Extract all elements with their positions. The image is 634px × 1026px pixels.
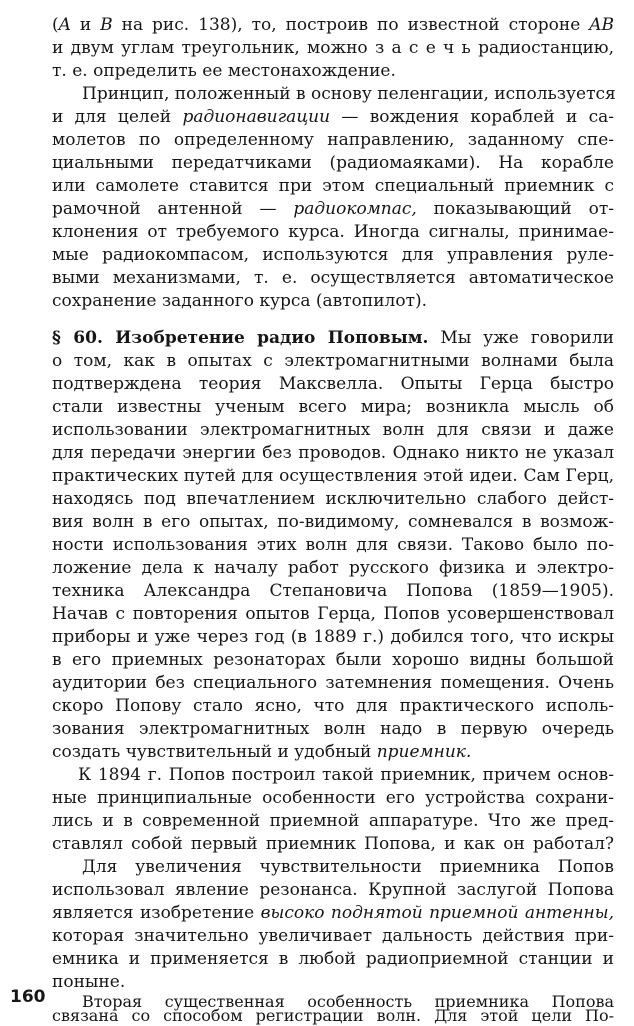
page-number: 160	[10, 987, 46, 1007]
paragraph-2-line-8: мые радиокомпасом, используются для управления руле-	[52, 245, 614, 265]
section-60-line-7: практических путей для осуществления этой идеи. Сам Герц,	[52, 466, 614, 486]
section-60-line-15: в его приемных резонаторах были хорошо видны большой	[52, 650, 614, 670]
paragraph-4-line-1: К 1894 г. Попов построил такой приемник, причем основ-	[78, 765, 614, 785]
paragraph-4-line-2: ные принципиальные особенности его устройства сохрани-	[52, 788, 614, 808]
paragraph-5-line-3: является изобретение высоко поднятой приемной антенны,	[52, 903, 614, 923]
paragraph-2-line-2: и для целей радионавигации — вождения кораблей и са-	[52, 107, 615, 127]
paragraph-6-line-2: связана со способом регистрации волн. Для этой цели По-	[52, 1006, 614, 1025]
section-60-line-6: для передачи энергии без проводов. Однако никто не указал	[52, 443, 614, 463]
section-60-line-4: стали известны ученым всего мира; возникла мысль об	[52, 397, 614, 417]
paragraph-2-line-7: клонения от требуемого курса. Иногда сигналы, принимае-	[52, 222, 614, 242]
section-60-line-3: подтверждена теория Максвелла. Опыты Герца быстро	[52, 374, 614, 394]
section-60-line-11: ложение дела к началу работ русского физика и электро-	[52, 558, 614, 578]
section-60-line-2: о том, как в опытах с электромагнитными волнами была	[52, 351, 614, 371]
section-60-line-19: создать чувствительный и удобный приемник.	[52, 742, 472, 762]
section-60-line-12: техника Александра Степановича Попова (1859—1905).	[52, 581, 614, 601]
section-60-line-16: аудитории без специального затемнения помещения. Очень	[52, 673, 614, 693]
paragraph-2-line-10: сохранение заданного курса (автопилот).	[52, 291, 428, 311]
paragraph-2-line-5: или самолете ставится при этом специальный приемник с	[52, 176, 614, 196]
paragraph-2-line-1: Принцип, положенный в основу пеленгации, используется	[82, 84, 616, 104]
section-60-line-9: вия волн в его опытах, по-видимому, сомневался в возмож-	[52, 512, 614, 532]
paragraph-2-line-4: циальными передатчиками (радиомаяками). На корабле	[52, 153, 614, 173]
paragraph-5-line-5: емника и применяется в любой радиоприемной станции и	[52, 949, 614, 969]
paragraph-2-line-9: выми механизмами, т. е. осуществляется автоматическое	[52, 268, 614, 288]
section-60-line-5: использовании электромагнитных волн для связи и даже	[52, 420, 614, 440]
paragraph-1-line-1: (A и B на рис. 138), то, построив по известной стороне AB	[52, 15, 614, 35]
paragraph-4-line-4: ставлял собой первый приемник Попова, и как он работал?	[52, 834, 614, 854]
paragraph-2-line-3: молетов по определенному направлению, заданному спе-	[52, 130, 614, 150]
paragraph-1-line-3: т. е. определить ее местонахождение.	[52, 61, 396, 81]
paragraph-5-line-2: использовал явление резонанса. Крупной заслугой Попова	[52, 880, 614, 900]
section-60-line-17: скоро Попову стало ясно, что для практического исполь-	[52, 696, 614, 716]
section-60-line-8: находясь под впечатлением исключительно слабого дейст-	[52, 489, 614, 509]
paragraph-5-line-1: Для увеличения чувствительности приемника Попов	[82, 857, 614, 877]
section-60-line-10: ности использования этих волн для связи. Таково было по-	[52, 535, 614, 555]
section-heading: § 60. Изобретение радио Поповым.	[52, 328, 429, 348]
paragraph-4-line-3: лись и в современной приемной аппаратуре. Что же пред-	[52, 811, 614, 831]
paragraph-1-line-2: и двум углам треугольник, можно з а с е ч ь радиостанцию,	[52, 38, 614, 58]
paragraph-5-line-4: которая значительно увеличивает дальность действия при-	[52, 926, 614, 946]
paragraph-5-line-6: поныне.	[52, 972, 126, 992]
section-60-line-1: § 60. Изобретение радио Поповым. Мы уже говорили	[52, 328, 614, 348]
paragraph-2-line-6: рамочной антенной — радиокомпас, показывающий от-	[52, 199, 615, 219]
paragraph-6-line-1: Вторая существенная особенность приемника Попова	[82, 992, 614, 1011]
section-60-line-18: зования электромагнитных волн надо в первую очередь	[52, 719, 614, 739]
section-60-line-14: приборы и уже через год (в 1889 г.) добился того, что искры	[52, 627, 614, 647]
section-60-line-13: Начав с повторения опытов Герца, Попов усовершенствовал	[52, 604, 614, 624]
